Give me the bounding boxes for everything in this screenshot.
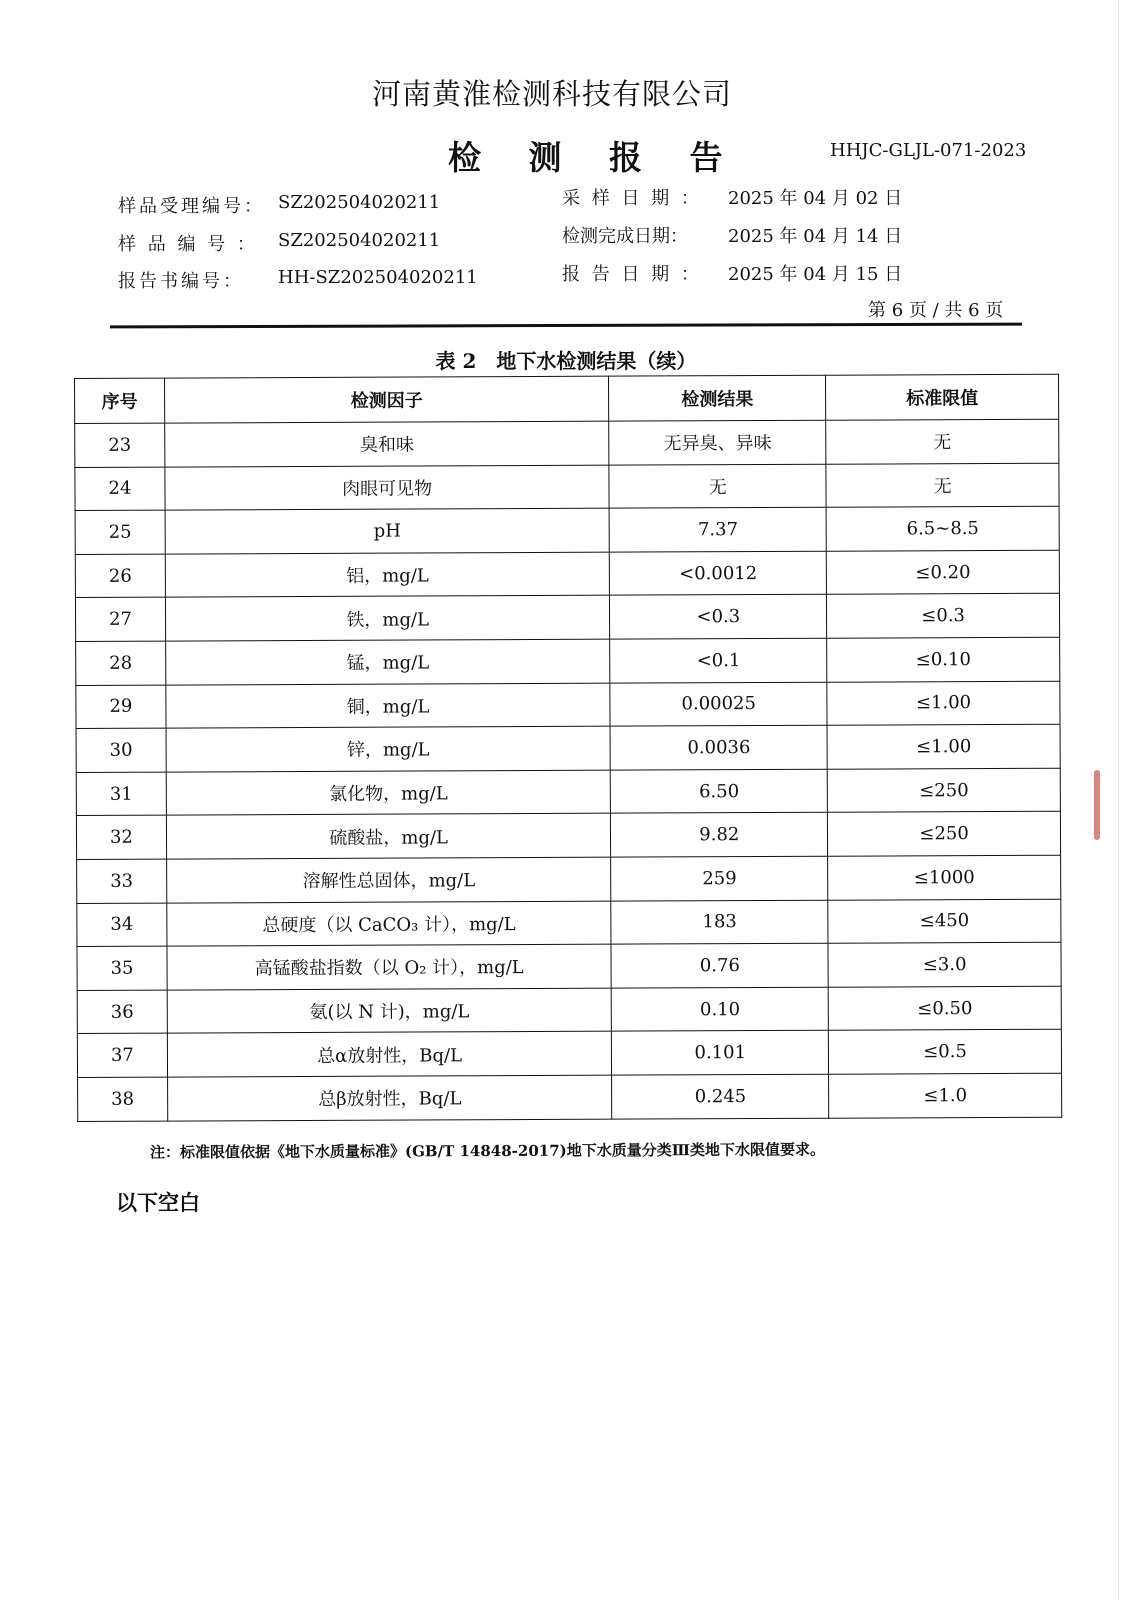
row-limit: ≤250 — [828, 812, 1061, 857]
row-limit: ≤450 — [828, 899, 1061, 944]
row-factor: 铝，mg/L — [165, 552, 610, 598]
table-note: 注：标准限值依据《地下水质量标准》(GB/T 14848-2017)地下水质量分类Ⅲ类地下水限值要求。 — [149, 1140, 826, 1162]
table-row — [75, 506, 1059, 554]
row-result: 183 — [611, 900, 828, 945]
row-factor: 溶解性总固体，mg/L — [167, 857, 612, 903]
row-limit: ≤250 — [827, 768, 1060, 813]
row-result: <0.1 — [610, 638, 827, 683]
header-limit: 标准限值 — [826, 374, 1059, 420]
table-row — [77, 942, 1061, 990]
table-row — [77, 899, 1061, 947]
row-result: 无异臭、异味 — [609, 420, 826, 465]
row-limit: ≤0.20 — [826, 550, 1059, 595]
row-limit: ≤1.0 — [829, 1073, 1062, 1118]
row-limit: ≤1.00 — [827, 724, 1060, 769]
header-result: 检测结果 — [609, 375, 826, 421]
info-report-no — [118, 267, 478, 293]
table-row — [77, 855, 1061, 903]
row-no: 27 — [75, 597, 165, 641]
sample-no-label: 样 品 编 号 ： — [118, 234, 258, 255]
sampling-date-label: 采 样 日 期 ： — [562, 188, 702, 209]
row-limit: ≤0.10 — [827, 637, 1060, 682]
row-result: 9.82 — [611, 813, 828, 858]
table-row — [75, 463, 1059, 511]
table-row — [76, 681, 1060, 729]
table-row — [75, 550, 1059, 598]
report-no-value: HH-SZ202504020211 — [278, 267, 478, 288]
row-result: <0.3 — [610, 595, 827, 640]
header-factor: 检测因子 — [164, 376, 609, 423]
row-no: 36 — [77, 990, 167, 1034]
row-factor: 总α放射性，Bq/L — [167, 1031, 612, 1077]
row-result: 7.37 — [609, 507, 826, 552]
row-no: 26 — [75, 554, 165, 598]
company-name: 河南黄淮检测科技有限公司 — [371, 77, 732, 111]
info-sample-no — [118, 230, 441, 256]
table-row — [76, 812, 1060, 860]
row-no: 32 — [76, 815, 166, 859]
completion-date-label: 检测完成日期： — [562, 226, 688, 247]
row-limit: ≤1000 — [828, 855, 1061, 900]
row-factor: 臭和味 — [165, 421, 610, 467]
row-result: 0.10 — [612, 987, 829, 1032]
info-completion-date — [562, 222, 903, 248]
row-no: 24 — [75, 467, 165, 511]
row-factor: 硫酸盐，mg/L — [166, 814, 611, 860]
page-edge-line — [1118, 0, 1119, 1600]
results-table — [74, 374, 1062, 1122]
table-title: 表 2 地下水检测结果（续） — [435, 349, 697, 373]
row-no: 37 — [77, 1033, 167, 1077]
row-no: 29 — [76, 685, 166, 729]
row-no: 23 — [75, 423, 165, 467]
table-row — [75, 419, 1059, 467]
row-limit: 6.5~8.5 — [826, 506, 1059, 551]
row-result: 无 — [609, 464, 826, 509]
row-factor: 总β放射性，Bq/L — [167, 1075, 612, 1121]
row-factor: 铁，mg/L — [165, 596, 610, 642]
end-of-content-marker: 以下空白 — [116, 1190, 200, 1215]
table-row — [77, 1030, 1061, 1078]
form-code: HHJC-GLJL-071-2023 — [830, 140, 1027, 161]
report-title: 检 测 报 告 — [448, 138, 741, 177]
row-no: 28 — [76, 641, 166, 685]
row-limit: ≤0.50 — [828, 986, 1061, 1031]
row-factor: 肉眼可见物 — [165, 465, 610, 511]
report-no-label: 报告书编号： — [118, 271, 244, 292]
row-result: <0.0012 — [610, 551, 827, 596]
row-factor: 氨(以 N 计)，mg/L — [167, 988, 612, 1034]
scan-artifact-mark — [1094, 770, 1100, 840]
row-limit: ≤0.5 — [829, 1030, 1062, 1075]
table-row — [76, 724, 1060, 772]
page-indicator: 第 6 页 / 共 6 页 — [868, 300, 1004, 321]
row-factor: 总硬度（以 CaCO₃ 计），mg/L — [167, 901, 612, 947]
row-result: 0.101 — [612, 1031, 829, 1076]
report-date-value: 2025 年 04 月 15 日 — [728, 264, 903, 285]
row-factor: pH — [165, 508, 610, 554]
row-factor: 高锰酸盐指数（以 O₂ 计），mg/L — [167, 944, 612, 990]
row-limit: 无 — [826, 419, 1059, 464]
table-row — [76, 768, 1060, 816]
row-no: 33 — [77, 859, 167, 903]
sample-receipt-label: 样品受理编号： — [118, 196, 265, 217]
report-date-label: 报 告 日 期 ： — [562, 264, 702, 285]
info-sampling-date — [562, 184, 903, 210]
row-result: 0.245 — [612, 1074, 829, 1119]
row-no: 34 — [77, 903, 167, 947]
row-result: 259 — [611, 856, 828, 901]
row-no: 35 — [77, 946, 167, 990]
row-limit: 无 — [826, 463, 1059, 508]
row-limit: ≤3.0 — [828, 942, 1061, 987]
table-row — [77, 986, 1061, 1034]
completion-date-value: 2025 年 04 月 14 日 — [728, 226, 903, 247]
table-row — [76, 637, 1060, 685]
table-row — [78, 1073, 1062, 1121]
row-no: 31 — [76, 772, 166, 816]
row-factor: 铜，mg/L — [166, 683, 611, 729]
row-result: 0.0036 — [610, 725, 827, 770]
row-result: 0.76 — [611, 943, 828, 988]
row-factor: 锌，mg/L — [166, 726, 611, 772]
sample-receipt-value: SZ202504020211 — [278, 192, 441, 213]
header-no: 序号 — [75, 378, 165, 423]
row-limit: ≤0.3 — [827, 594, 1060, 639]
info-report-date — [562, 260, 903, 286]
table-row — [75, 594, 1059, 642]
row-limit: ≤1.00 — [827, 681, 1060, 726]
row-no: 25 — [75, 510, 165, 554]
info-sample-receipt — [118, 192, 441, 218]
row-result: 0.00025 — [610, 682, 827, 727]
sample-no-value: SZ202504020211 — [278, 230, 441, 251]
table-header-row — [75, 374, 1059, 423]
row-result: 6.50 — [611, 769, 828, 814]
row-no: 38 — [78, 1077, 168, 1121]
row-no: 30 — [76, 728, 166, 772]
header-divider — [110, 323, 1022, 329]
sampling-date-value: 2025 年 04 月 02 日 — [728, 188, 903, 209]
row-factor: 锰，mg/L — [166, 639, 611, 685]
row-factor: 氯化物，mg/L — [166, 770, 611, 816]
